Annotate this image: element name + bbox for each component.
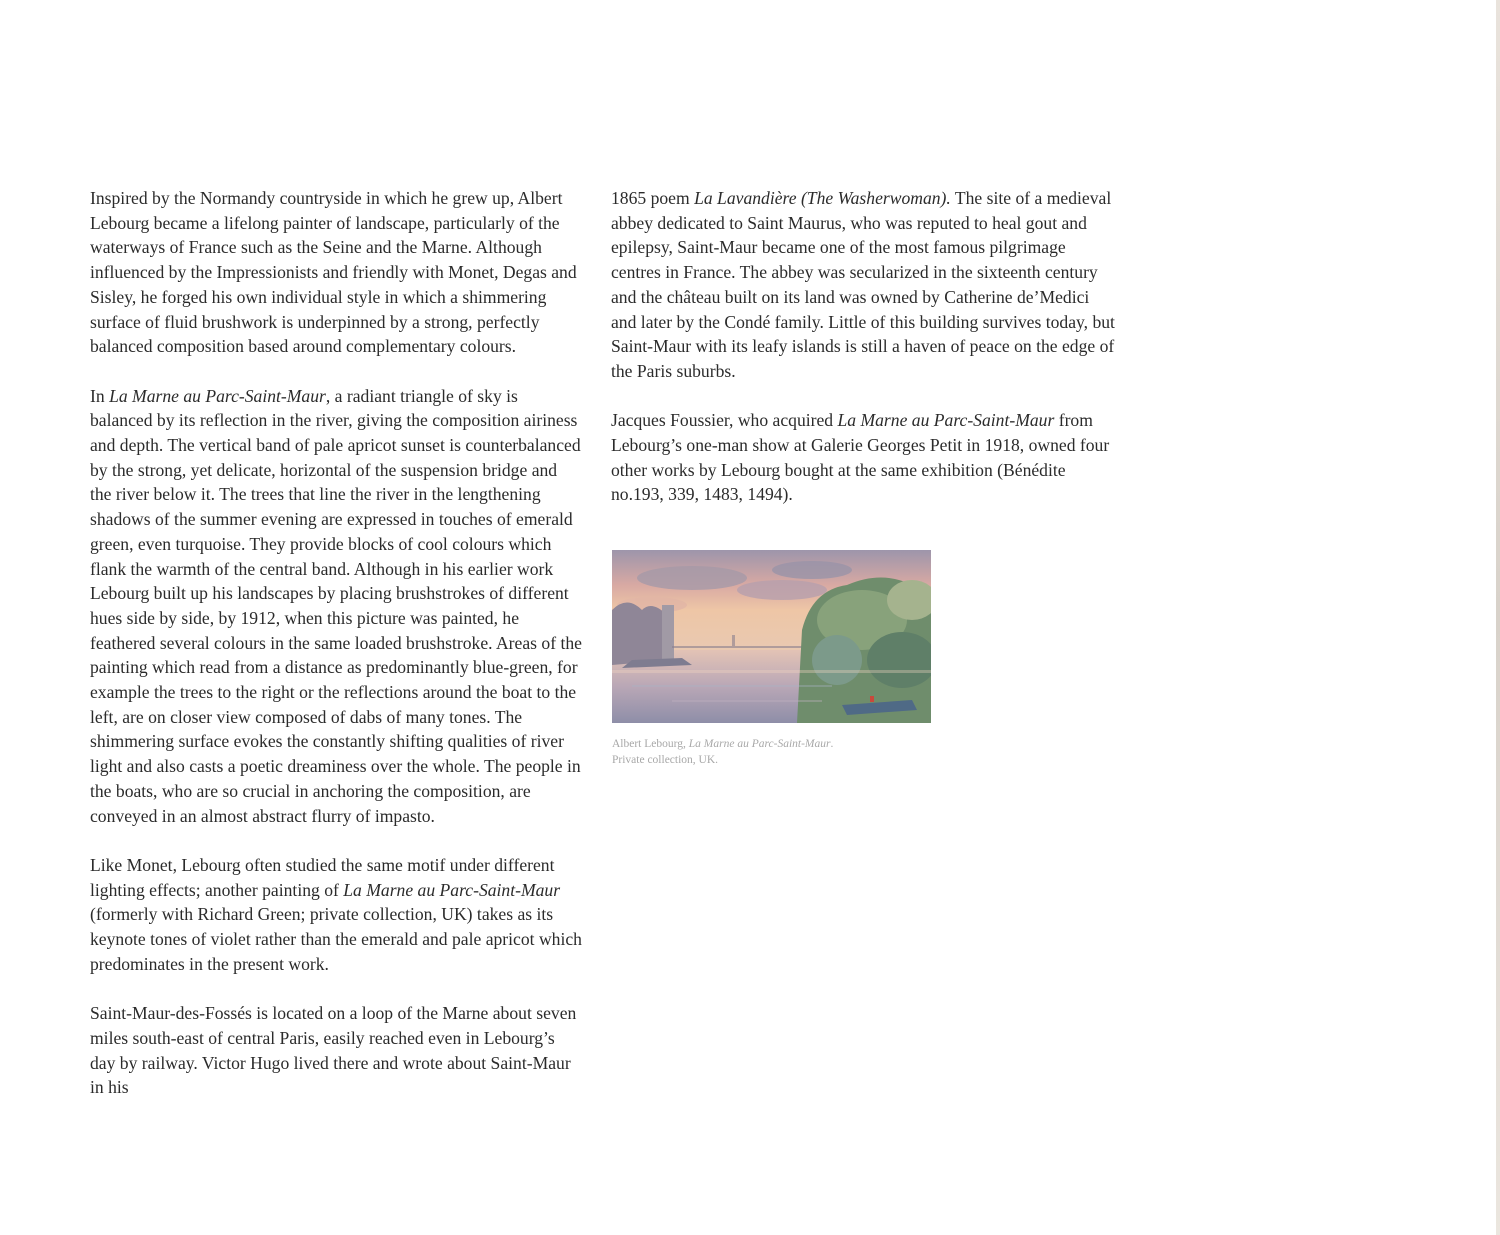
painting-image: [612, 550, 931, 723]
text-run: , a radiant triangle of sky is balanced by its reflection in the river, giving the composition airiness and depth. The vertical band of pale apricot sunset is counterbalanced by the strong, yet delicate, horizontal of the suspension bridge and the river below it. The trees that line the river in the lengthening shadows of the summer evening are expressed in touches of emerald green, even turquoise. They provide blocks of cool colours which flank the warmth of the central band. Although in his earlier work Lebourg built up his landscapes by placing brushstrokes of different hues side by side, by 1912, when this picture was painted, he feathered several colours in the same loaded brushstroke. Areas of the painting which read from a distance as predominantly blue-green, for example the trees to the right or the reflections around the boat to the left, are on closer view composed of dabs of many tones. The shimmering surface evokes the constantly shifting qualities of river light and also casts a poetic dreaminess over the whole. The people in the boats, who are so crucial in anchoring the composition, are conveyed in an almost abstract flurry of impasto.: [90, 385, 582, 826]
text-run: 1865 poem: [611, 188, 695, 208]
text-run: Jacques Foussier, who acquired: [611, 410, 838, 431]
left-column: [90, 186, 582, 1125]
figure-caption: [612, 736, 942, 768]
painting-title: La Marne au Parc-Saint-Maur: [343, 879, 561, 900]
caption-line-2: Private collection, UK.: [612, 754, 719, 766]
page-edge: [1496, 0, 1500, 1235]
paragraph: [90, 853, 582, 977]
poem-title: La Lavandière (The Washerwoman).: [694, 188, 951, 208]
text-run: Like Monet, Lebourg often studied the same motif under different lighting effects; another painting of: [90, 854, 555, 900]
paragraph: [90, 384, 582, 829]
text-run: The site of a medieval abbey dedicated to Saint Maurus, who was reputed to heal gout and epilepsy, Saint-Maur became one of the most famous pilgrimage centres in France. The abbey was secularized in the sixteenth century and the château built on its land was owned by Catherine de’Medici and later by the Condé family. Little of this building survives today, but Saint-Maur with its leafy islands is still a haven of peace on the edge of the Paris suburbs.: [611, 188, 1115, 381]
text-run: (formerly with Richard Green; private collection, UK) takes as its keynote tones of violet rather than the emerald and pale apricot which predominates in the present work.: [90, 904, 582, 974]
right-column: [611, 186, 1116, 532]
text-run: In: [90, 385, 110, 406]
caption-artist: Albert Lebourg,: [612, 738, 689, 750]
paragraph: [611, 186, 1116, 384]
caption-line-1: [612, 736, 942, 752]
paragraph: Inspired by the Normandy countryside in which he grew up, Albert Lebourg became a lifelong painter of landscape, particularly of the waterways of France such as the Seine and the Marne. Although influenced by the Impressionists and friendly with Monet, Degas and Sisley, he forged his own individual style in which a shimmering surface of fluid brushwork is underpinned by a strong, perfectly balanced composition based around complementary colours.: [90, 188, 577, 357]
caption-title: La Marne au Parc-Saint-Maur: [688, 738, 831, 750]
caption-punct: .: [830, 738, 834, 750]
painting-title: La Marne au Parc-Saint-Maur: [109, 385, 326, 406]
painting-title: La Marne au Parc-Saint-Maur: [837, 410, 1055, 431]
paragraph: [611, 408, 1116, 507]
paragraph: Saint-Maur-des-Fossés is located on a loop of the Marne about seven miles south-east of central Paris, easily reached even in Lebourg’s day by railway. Victor Hugo lived there and wrote about Saint-Maur in his: [90, 1003, 577, 1098]
text-run: from Lebourg’s one-man show at Galerie Georges Petit in 1918, owned four other works by Lebourg bought at the same exhibition (Bénédite no.193, 339, 1483, 1494).: [611, 410, 1110, 505]
